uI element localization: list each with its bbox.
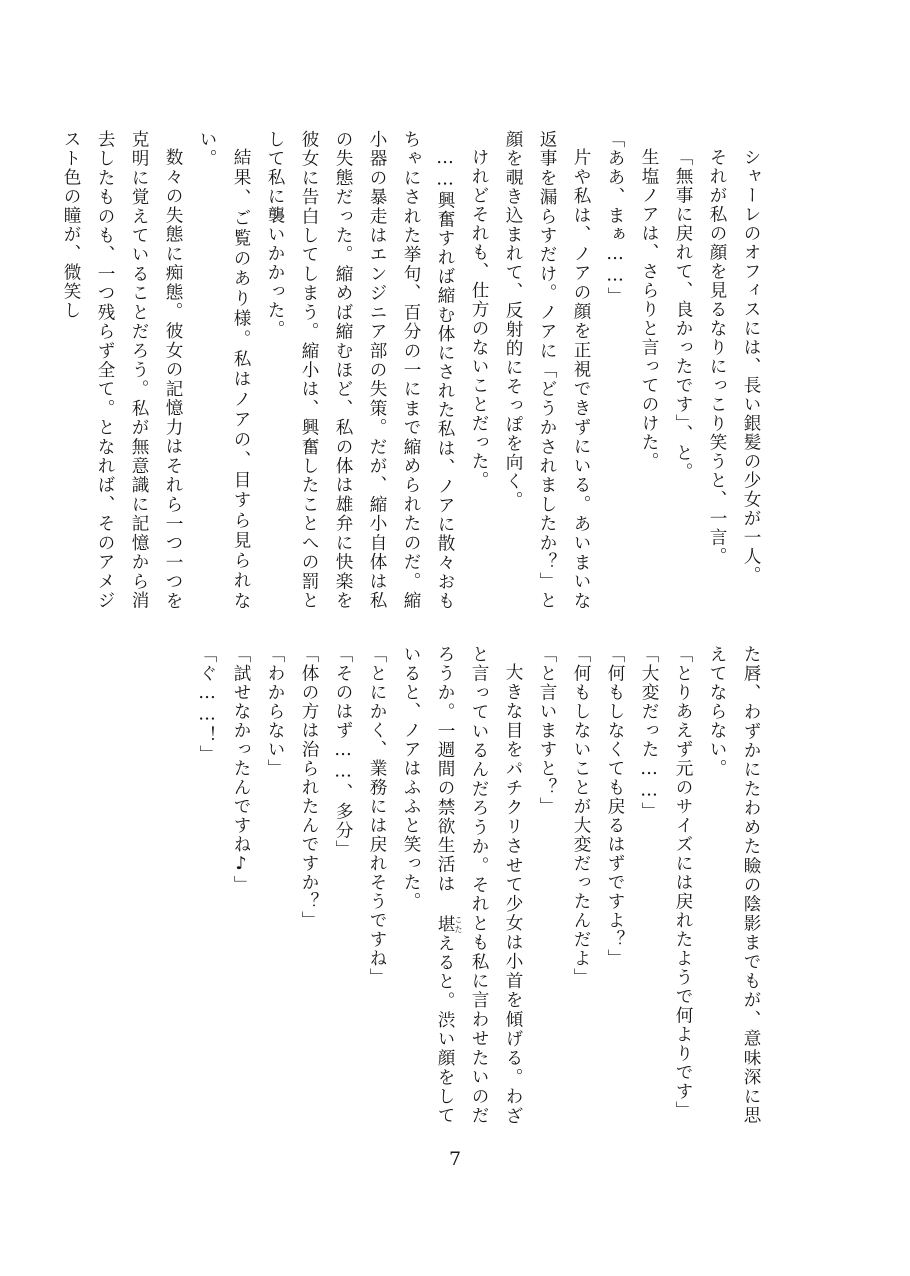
dialogue-line: 「ぐ……！」 (197, 645, 217, 764)
text-block-lower (146, 645, 768, 1125)
ruby-annotation (435, 914, 464, 935)
dialogue-line: 「わからない」 (265, 645, 285, 779)
ruby-base: 堪 (435, 914, 455, 935)
dialogue-line: 「何もしなくても戻るはずですよ？」 (605, 645, 625, 969)
page-number: 7 (448, 1148, 462, 1170)
dialogue-line: 「体の方は治られたんですか？」 (299, 645, 319, 931)
paragraph: それが私の顔を見るなりにっこり笑うと、一言。 (707, 147, 727, 566)
text-block-upper (61, 130, 768, 610)
ruby-before-text: 大きな目をパチクリさせて少女は小首を傾げる。わざと言っているんだろうか。それとも私に言わせたいのだろうか。一週間の禁欲生活は (435, 645, 523, 1125)
paragraph-with-ruby (394, 645, 530, 1125)
paragraph: た唇、わずかにたわめた瞼の陰影までもが、意味深に思えてならない。 (707, 645, 761, 1125)
dialogue-line: 「ああ、まぁ……」 (605, 130, 625, 306)
ruby-furigana: こた (454, 914, 464, 934)
paragraph: 「無事に戻れて、良かったです」、と。 (673, 147, 693, 481)
paragraph: 生塩ノアは、さらりと言ってのけた。 (639, 147, 659, 471)
paragraph: けれどそれも、仕方のないことだった。 (469, 147, 489, 490)
dialogue-line: 「とりあえず元のサイズには戻れたようで何よりです」 (673, 645, 693, 1121)
dialogue-line: 「何もしないことが大変だったんだよ」 (571, 645, 591, 988)
paragraph: 片や私は、ノアの顔を正視できずにいる。あいまいな返事を漏らすだけ。ノアに「どうかされましたか？」と顔を覗き込まれて、反射的にそっぽを向く。 (503, 130, 591, 610)
dialogue-line: 「とにかく、業務には戻れそうですね」 (367, 645, 387, 988)
paragraph: シャーレのオフィスには、長い銀髪の少女が一人。 (741, 147, 761, 585)
paragraph: 数々の失態に痴態。彼女の記憶力はそれら一つ一つを克明に覚えていることだろう。私が無意識に記憶から消去したものも、一つ残らず全て。となれば、そのアメジスト色の瞳が、微笑し (61, 130, 183, 610)
dialogue-line: 「大変だった……」 (639, 645, 659, 821)
paragraph: 結果、ご覧のあり様。私はノアの、目すら見られない。 (197, 130, 251, 610)
dialogue-line: 「そのはず……、多分」 (333, 645, 353, 859)
paragraph: ……興奮すれば縮む体にされた私は、ノアに散々おもちゃにされた挙句、百分の一にまで縮められたのだ。縮小器の暴走はエンジニア部の失策。だが、縮小自体は私の失態だった。縮めば縮むほど、私の体は雄弁に快楽を彼女に告白してしまう。縮小は、興奮したことへの罰として私に襲いかかった。 (265, 130, 455, 610)
dialogue-line: 「と言いますと？」 (537, 645, 557, 817)
ruby-after-text: えると。渋い顔をしていると、ノアはふふと笑った。 (401, 645, 455, 1125)
dialogue-line: 「試せなかったんですね♪」 (231, 645, 251, 895)
